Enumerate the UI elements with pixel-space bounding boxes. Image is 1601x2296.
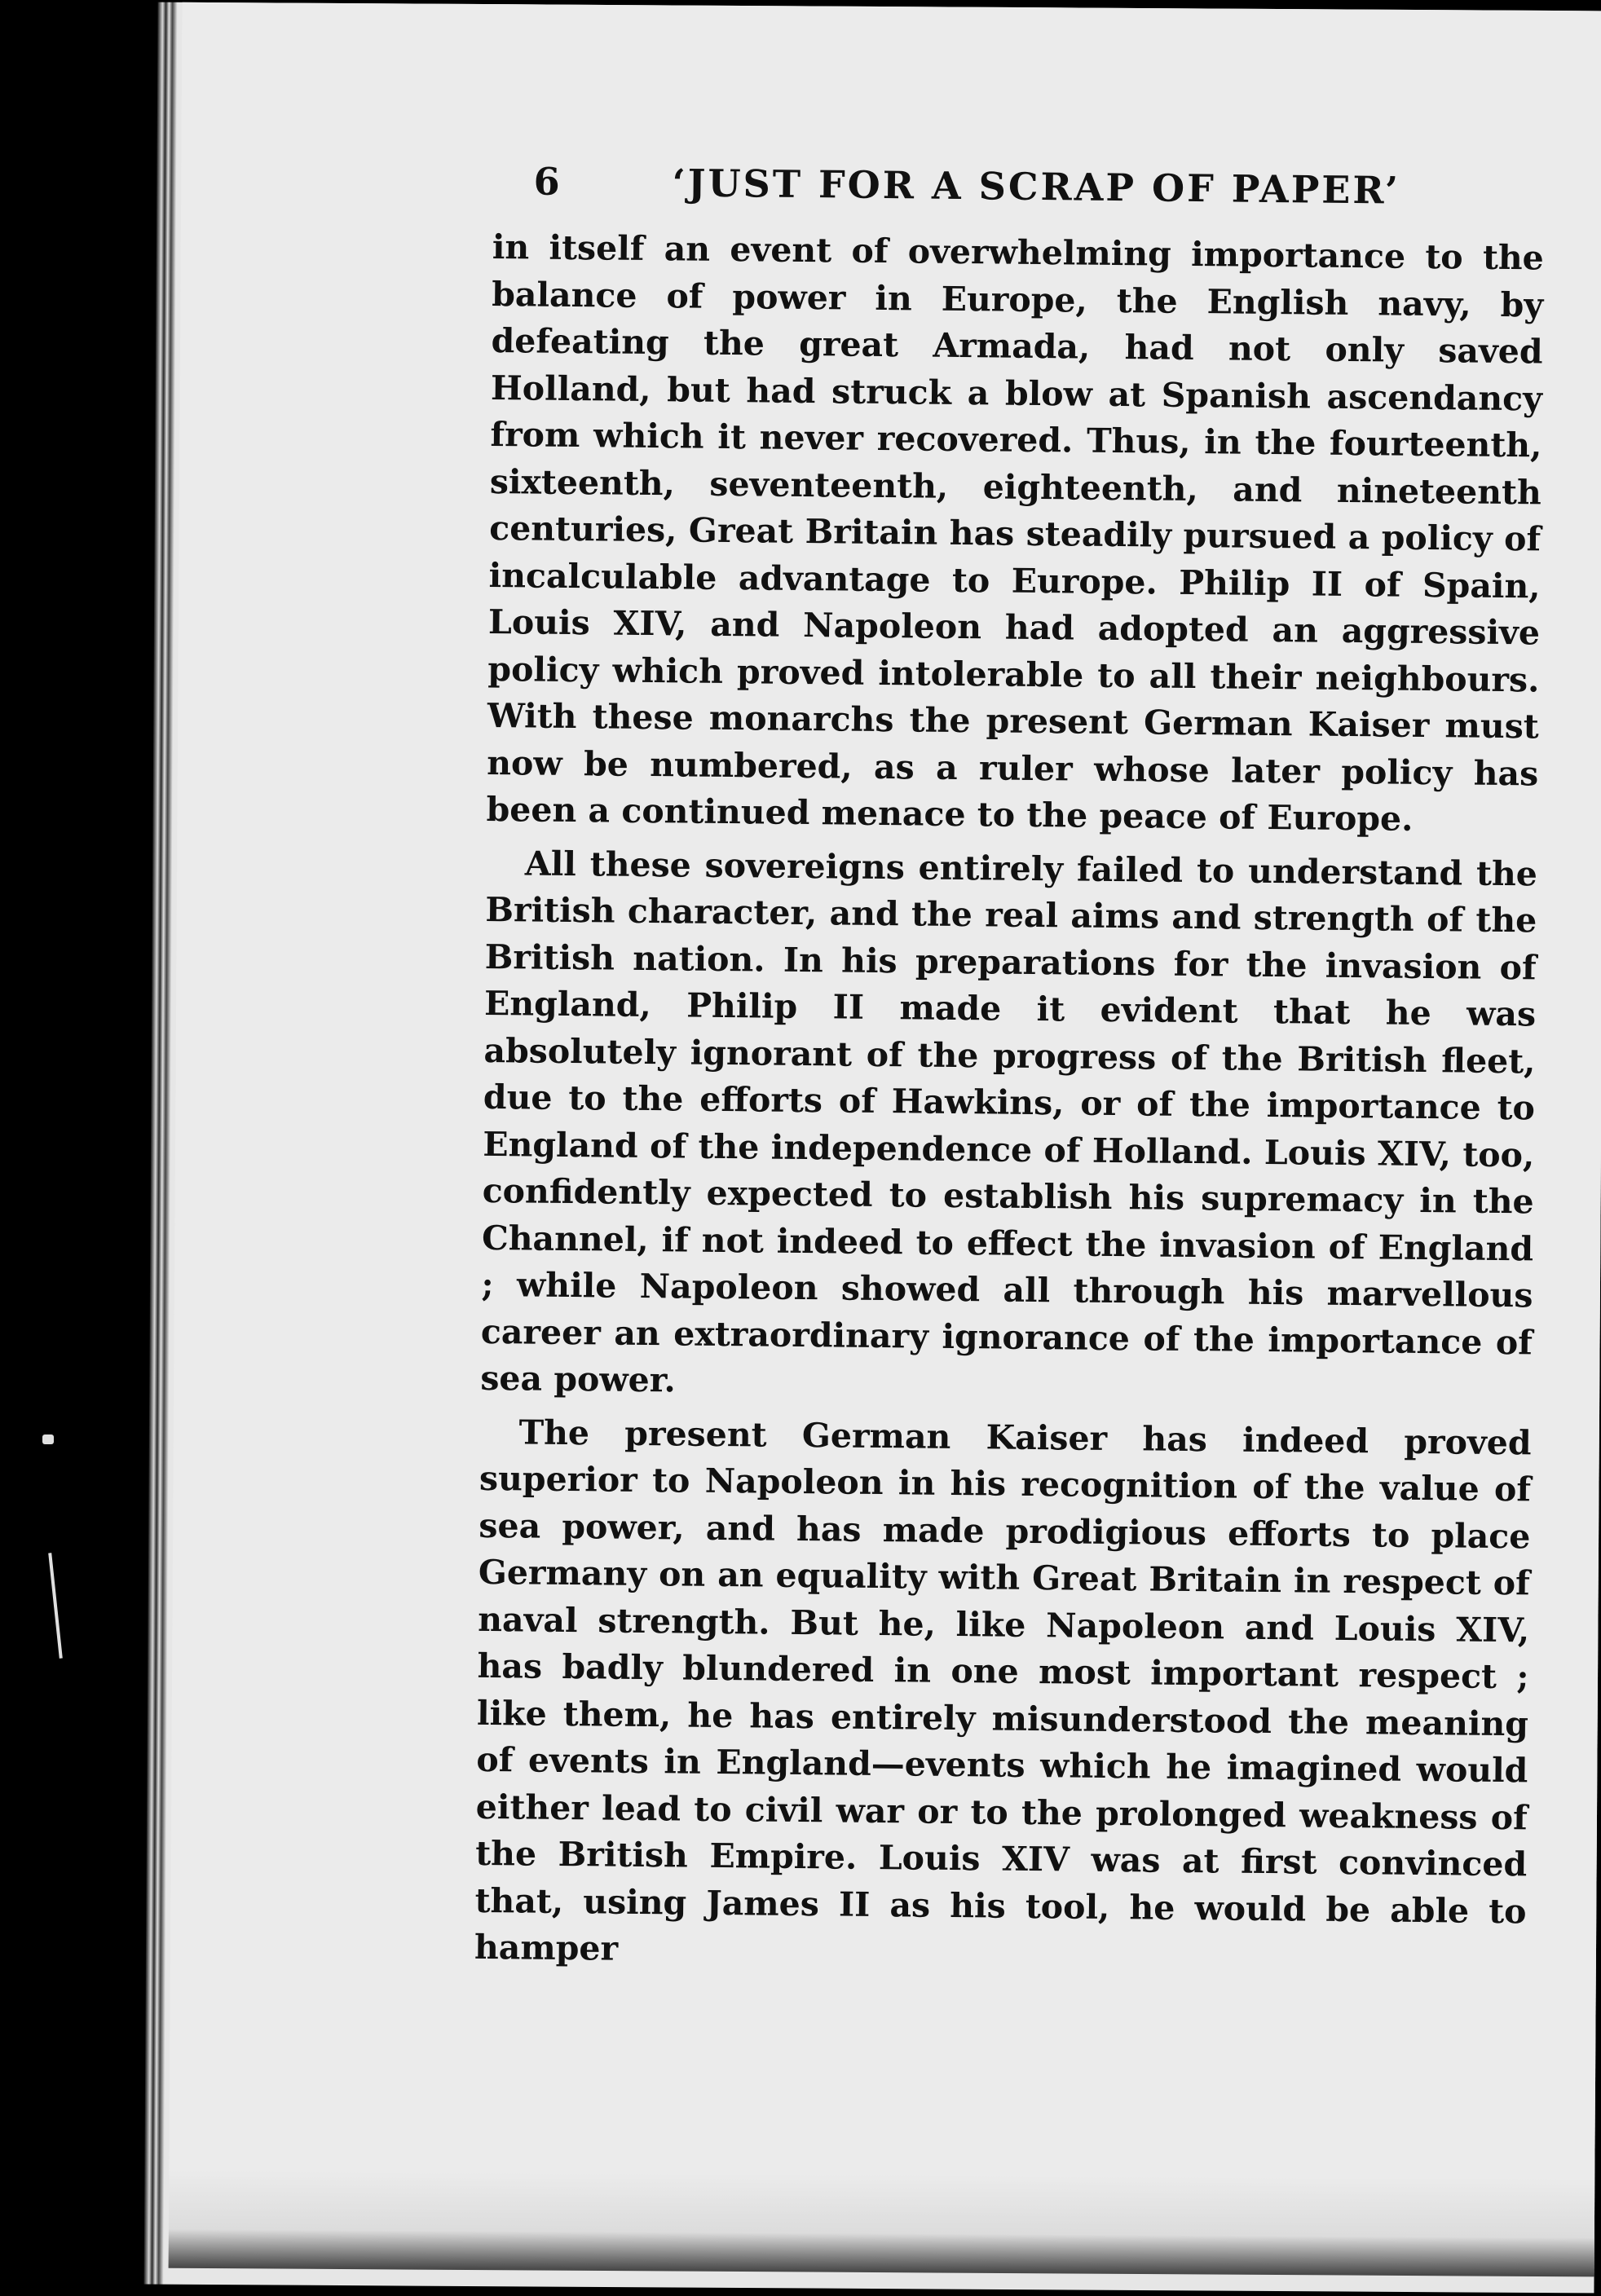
running-title: ‘JUST FOR A SCRAP OF PAPER’ [672,161,1401,213]
scan-scratch [48,1553,63,1659]
paragraph: All these sovereigns entirely failed to understand the British character, and the real aims and strength of the British nation. In his preparations for the invasion of England, Philip II made it evident that he was absolutely ignorant of the progress of the British fleet, due to the efforts of Hawkins, or of the importance to England of the independence of Holland. Louis XIV, too, confidently expected to establish his supremacy in the Channel, if not indeed to effect the invasion of England ; while Napoleon showed all through his marvellous career an extraordinary ignorance of the importance of sea power. [480,843,1538,1400]
body-text [474,224,1544,1982]
page-number: 6 [533,159,562,204]
running-head [533,160,1544,214]
page-bottom-shadow [169,2170,1595,2277]
paragraph: in itself an event of overwhelming importance to the balance of power in Europe, the English navy, by defeating the great Armada, had not only saved Holland, but had struck a blow at Spanish ascendancy from which it never recovered. Thus, in the fourteenth, sixteenth, seventeenth, eighteenth, and nineteenth centuries, Great Britain has steadily pursued a policy of incalculable advantage to Europe. Philip II of Spain, Louis XIV, and Napoleon had adopted an aggressive policy which proved intolerable to all their neighbours. With these monarchs the present German Kaiser must now be numbered, as a ruler whose later policy has been a continued menace to the peace of Europe. [486,227,1545,839]
page-text [474,159,1545,1982]
scan-speck [42,1434,54,1444]
paragraph: The present German Kaiser has indeed proved superior to Napoleon in his recognition of the value of sea power, and has made prodigious efforts to place Germany on an equality with Great Britain in respect of naval strength. But he, like Napoleon and Louis XIV, has badly blundered in one most important respect ; like them, he has entirely misunderstood the meaning of events in England—events which he imagined would either lead to civil war or to the prolonged weakness of the British Empire. Louis XIV was at first convinced that, using James II as his tool, he would be able to hamper [474,1412,1532,1968]
